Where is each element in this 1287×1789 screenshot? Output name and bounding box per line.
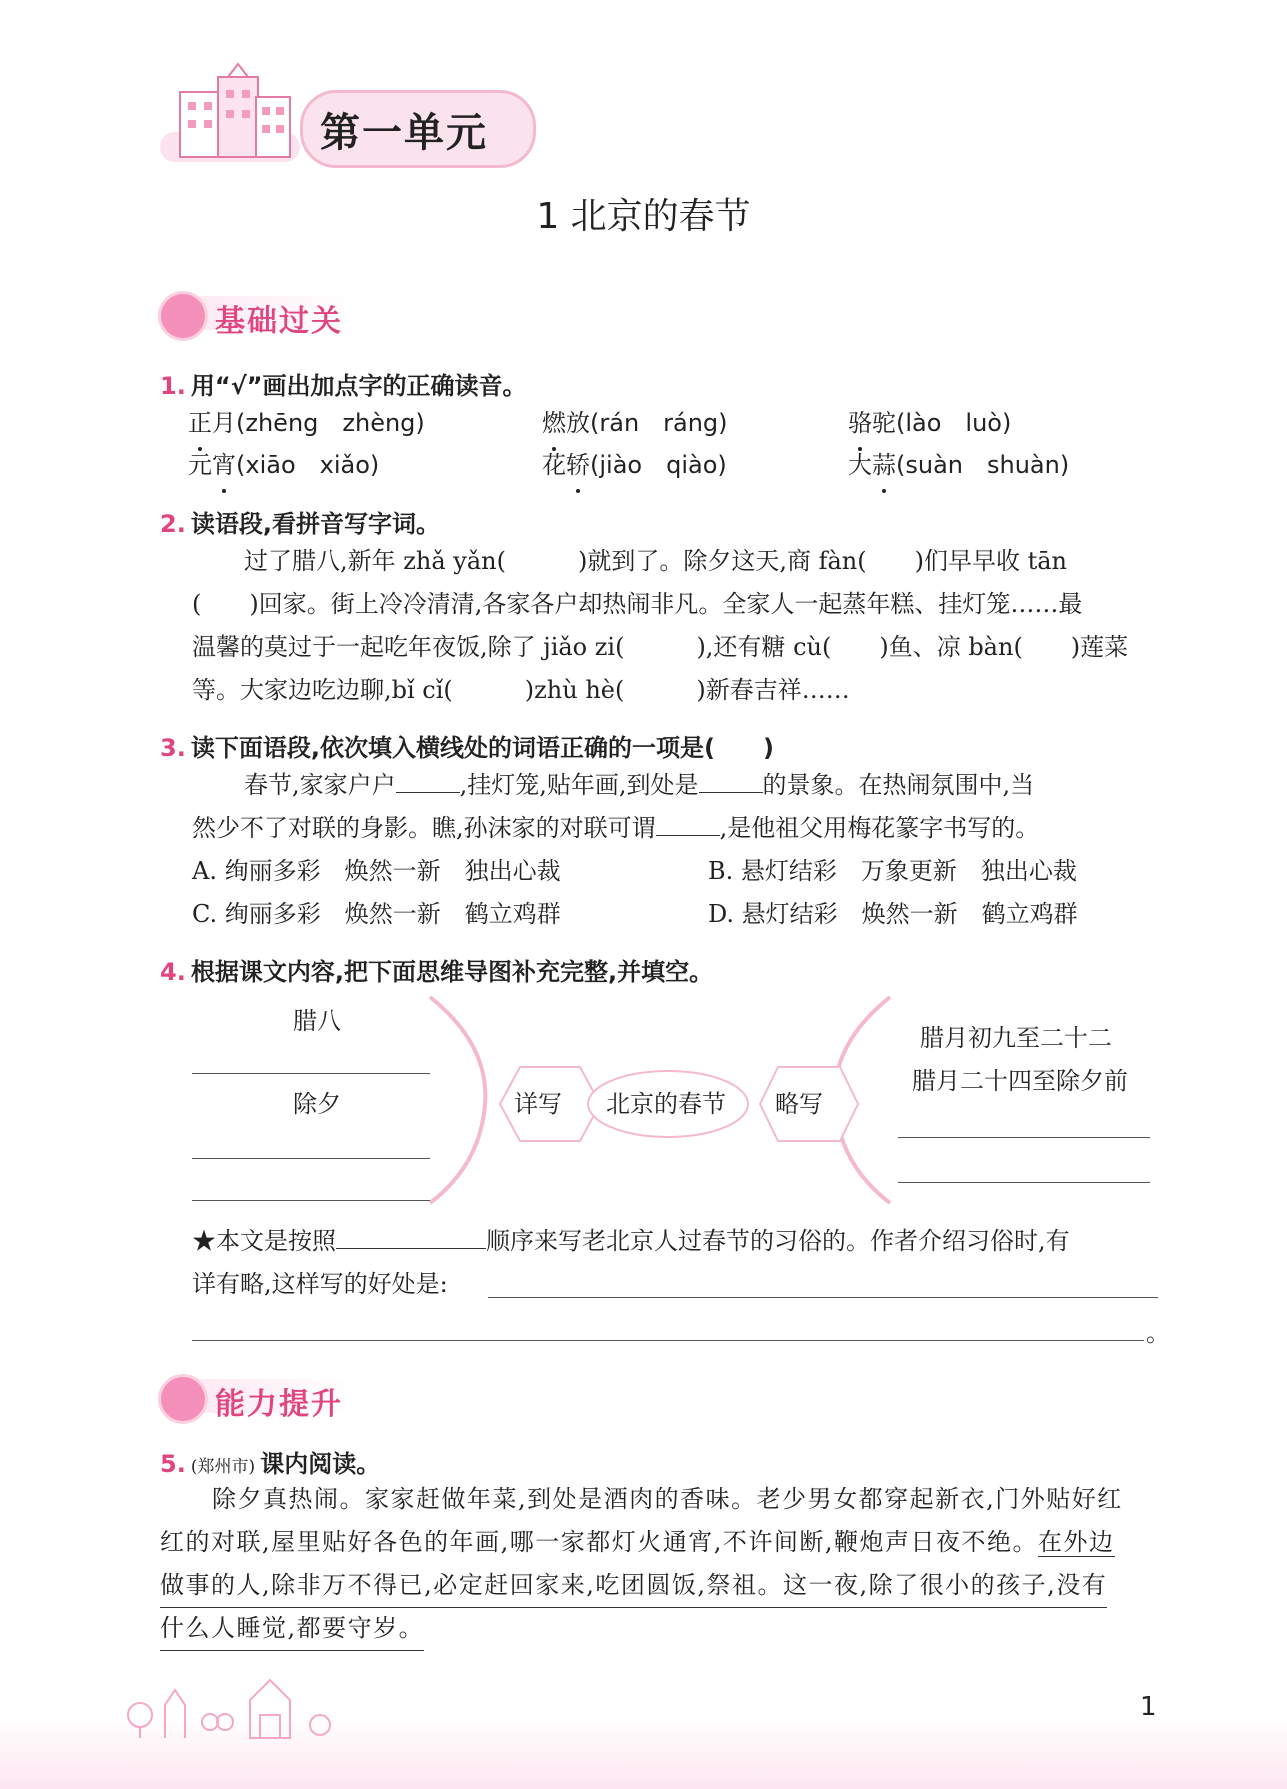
dotted-char: 正 [188,402,212,445]
text: 顺序来写老北京人过春节的习俗的。作者介绍习俗时,有 [486,1227,1070,1255]
fill-blank[interactable] [336,1222,486,1249]
answer-line[interactable] [898,1137,1150,1138]
reading-line [160,1521,1115,1564]
unit-title: 第一单元 [320,110,488,156]
fill-blank[interactable] [396,766,460,793]
pinyin-options: (suàn shuàn) [896,451,1070,479]
text: 红的对联,屋里贴好各色的年画,哪一家都灯火通宵,不许间断,鞭炮声日夜不绝。 [160,1528,1039,1556]
dotted-char: 燃 [542,402,566,445]
answer-line[interactable] [192,1073,430,1074]
source-tag: (郑州市) [190,1457,256,1477]
q1-item: 骆驼(lào luò) [848,402,1011,445]
option-a[interactable]: A. 绚丽多彩 焕然一新 独出心裁 [192,857,561,885]
dotted-char: 宵 [212,444,236,487]
answer-line[interactable] [488,1297,1158,1298]
text: ,是他祖父用梅花篆字书写的。 [719,814,1040,842]
option-d[interactable]: D. 悬灯结彩 焕然一新 鹤立鸡群 [708,900,1078,928]
option-b[interactable]: B. 悬灯结彩 万象更新 独出心裁 [708,857,1077,885]
q1-item: 大蒜(suàn shuàn) [848,444,1069,487]
question-text: 根据课文内容,把下面思维导图补充完整,并填空。 [190,958,714,986]
text: 春节,家家户户 [244,771,396,799]
map-right-1: 腊月初九至二十二 [920,1024,1112,1052]
underlined-text: 在外边 [1038,1528,1115,1556]
question-1 [160,366,526,401]
answer-line[interactable] [192,1200,430,1201]
q1-item: 正月(zhēng zhèng) [188,402,425,445]
fill-blank[interactable] [699,766,763,793]
question-number: 4. [160,958,186,986]
text: ★本文是按照 [192,1227,336,1255]
pinyin-options: (zhēng zhèng) [236,409,425,437]
question-4 [160,952,713,987]
pinyin-options: (xiāo xiǎo) [236,451,380,479]
dotted-char: 蒜 [872,444,896,487]
answer-line[interactable] [898,1182,1150,1183]
boy-avatar-icon [158,1374,208,1424]
map-center: 北京的春节 [606,1090,726,1118]
text: 然少不了对联的身影。瞧,孙沫家的对联可谓 [192,814,656,842]
question-2 [160,504,440,539]
question-text: 读下面语段,依次填入横线处的词语正确的一项是( ) [190,734,774,762]
girl-avatar-icon [158,291,208,341]
q2-line: 过了腊八,新年 zhǎ yǎn( )就到了。除夕这天,商 fàn( )们早早收 tān [244,547,1068,575]
reading-line: 除夕真热闹。家家赶做年菜,到处是酒肉的香味。老少男女都穿起新衣,门外贴好红 [212,1485,1123,1513]
question-text: 课内阅读。 [260,1450,381,1478]
lesson-title: 1 北京的春节 [536,196,751,237]
reading-line-underlined: 什么人睡觉,都要守岁。 [160,1607,424,1651]
period: 。 [1146,1319,1170,1347]
star-question-line2: 详有略,这样写的好处是: [192,1270,448,1298]
q1-item: 元宵(xiāo xiǎo) [188,444,379,487]
star-question-line [192,1220,1070,1263]
building-illustration [150,62,310,172]
section-title-basic: 基础过关 [215,304,343,339]
map-detail: 详写 [514,1090,562,1118]
reading-line-underlined: 做事的人,除非万不得已,必定赶回家来,吃团圆饭,祭祖。这一夜,除了很小的孩子,没有 [160,1564,1107,1608]
answer-line[interactable] [192,1158,430,1159]
question-number: 2. [160,510,186,538]
pinyin-options: (lào luò) [896,409,1012,437]
question-text: 读语段,看拼音写字词。 [190,510,441,538]
page-number: 1 [1140,1692,1157,1722]
question-number: 1. [160,372,186,400]
q3-paragraph-line [192,807,1039,850]
q1-item: 燃放(rán ráng) [542,402,728,445]
town-illustration [120,1660,420,1740]
q3-paragraph-line [244,764,1034,807]
map-brief: 略写 [775,1090,823,1118]
answer-line[interactable] [192,1340,1144,1341]
map-right-2: 腊月二十四至除夕前 [912,1067,1128,1095]
dotted-char: 轿 [566,444,590,487]
q2-line: 等。大家边吃边聊,bǐ cǐ( )zhù hè( )新春吉祥…… [192,676,850,704]
q2-line: ( )回家。街上冷冷清清,各家各户却热闹非凡。全家人一起蒸年糕、挂灯笼……最 [192,590,1083,618]
fill-blank[interactable] [656,809,720,836]
question-3 [160,728,774,763]
question-text: 用“√”画出加点字的正确读音。 [190,372,527,400]
text: 的景象。在热闹氛围中,当 [762,771,1035,799]
question-5 [160,1444,380,1479]
map-left-2: 除夕 [293,1090,341,1118]
q1-item: 花轿(jiào qiào) [542,444,727,487]
section-title-ability: 能力提升 [215,1387,343,1422]
question-number: 5. [160,1450,186,1478]
dotted-char: 骆 [848,402,872,445]
option-c[interactable]: C. 绚丽多彩 焕然一新 鹤立鸡群 [192,900,561,928]
text: ,挂灯笼,贴年画,到处是 [459,771,699,799]
map-left-1: 腊八 [293,1007,341,1035]
pinyin-options: (jiào qiào) [590,451,727,479]
pinyin-options: (rán ráng) [590,409,728,437]
question-number: 3. [160,734,186,762]
left-bracket-arc [430,997,485,1203]
q2-line: 温馨的莫过于一起吃年夜饭,除了 jiǎo zi( ),还有糖 cù( )鱼、凉 bàn( )莲菜 [192,633,1129,661]
